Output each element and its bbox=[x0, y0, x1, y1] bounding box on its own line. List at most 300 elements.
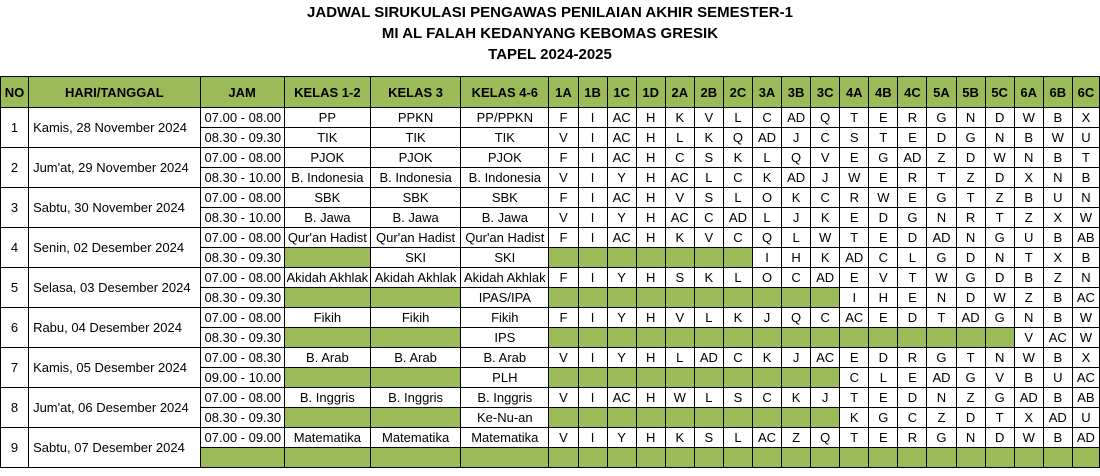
supervisor-cell bbox=[811, 408, 840, 428]
supervisor-cell: L bbox=[723, 108, 752, 128]
supervisor-cell: U bbox=[1043, 188, 1072, 208]
title-line-3: TAPEL 2024-2025 bbox=[488, 46, 612, 63]
supervisor-cell bbox=[549, 328, 578, 348]
supervisor-cell: N bbox=[927, 208, 956, 228]
column-header: 1D bbox=[636, 77, 665, 108]
supervisor-cell: F bbox=[549, 308, 578, 328]
supervisor-cell: Y bbox=[607, 168, 636, 188]
supervisor-cell: I bbox=[578, 208, 607, 228]
table-row bbox=[1, 148, 1100, 168]
supervisor-cell: E bbox=[840, 348, 869, 368]
supervisor-cell: U bbox=[1072, 128, 1099, 148]
table-row bbox=[1, 268, 1100, 288]
supervisor-cell: E bbox=[840, 208, 869, 228]
supervisor-cell bbox=[549, 288, 578, 308]
column-header: 6C bbox=[1072, 77, 1099, 108]
supervisor-cell: G bbox=[898, 208, 927, 228]
supervisor-cell: W bbox=[1072, 328, 1099, 348]
supervisor-cell: L bbox=[665, 128, 694, 148]
supervisor-cell bbox=[578, 408, 607, 428]
subject-kelas-4-6: SBK bbox=[461, 188, 549, 208]
supervisor-cell bbox=[636, 448, 665, 468]
supervisor-cell: L bbox=[694, 168, 723, 188]
supervisor-cell bbox=[811, 328, 840, 348]
supervisor-cell: W bbox=[927, 268, 956, 288]
supervisor-cell: E bbox=[869, 428, 898, 448]
supervisor-cell: D bbox=[985, 108, 1014, 128]
supervisor-cell: G bbox=[956, 368, 985, 388]
supervisor-cell: G bbox=[869, 148, 898, 168]
supervisor-cell bbox=[927, 448, 956, 468]
supervisor-cell bbox=[549, 408, 578, 428]
subject-kelas-4-6: Ke-Nu-an bbox=[461, 408, 549, 428]
supervisor-cell: X bbox=[1014, 168, 1043, 188]
supervisor-cell: T bbox=[840, 228, 869, 248]
supervisor-cell: J bbox=[811, 388, 840, 408]
column-header: 6A bbox=[1014, 77, 1043, 108]
column-header: 1B bbox=[578, 77, 607, 108]
supervisor-cell: L bbox=[898, 248, 927, 268]
supervisor-cell: W bbox=[985, 288, 1014, 308]
time-cell: 08.30 - 09.30 bbox=[200, 288, 284, 308]
supervisor-cell: D bbox=[898, 308, 927, 328]
supervisor-cell: K bbox=[665, 428, 694, 448]
column-header: 2A bbox=[665, 77, 694, 108]
subject-kelas-3: PPKN bbox=[370, 108, 460, 128]
supervisor-cell: AD bbox=[723, 208, 752, 228]
subject-kelas-3: B. Jawa bbox=[370, 208, 460, 228]
subject-kelas-4-6: PP/PPKN bbox=[461, 108, 549, 128]
supervisor-cell bbox=[782, 448, 811, 468]
supervisor-cell: C bbox=[782, 268, 811, 288]
time-cell: 07.00 - 08.00 bbox=[200, 308, 284, 328]
supervisor-cell: V bbox=[811, 148, 840, 168]
table-row bbox=[1, 428, 1100, 448]
supervisor-cell: L bbox=[723, 268, 752, 288]
supervisor-cell: C bbox=[811, 188, 840, 208]
supervisor-cell bbox=[723, 368, 752, 388]
time-cell: 07.00 - 08.00 bbox=[200, 388, 284, 408]
supervisor-cell bbox=[694, 448, 723, 468]
supervisor-cell bbox=[956, 448, 985, 468]
supervisor-cell: G bbox=[869, 408, 898, 428]
supervisor-cell: N bbox=[985, 348, 1014, 368]
supervisor-cell: R bbox=[898, 108, 927, 128]
supervisor-cell: C bbox=[752, 108, 781, 128]
column-header: 5C bbox=[985, 77, 1014, 108]
subject-kelas-3: B. Inggris bbox=[370, 388, 460, 408]
supervisor-cell bbox=[694, 408, 723, 428]
supervisor-cell: S bbox=[665, 268, 694, 288]
supervisor-cell: X bbox=[1072, 348, 1099, 368]
supervisor-cell: H bbox=[636, 148, 665, 168]
supervisor-cell: F bbox=[549, 228, 578, 248]
supervisor-cell: N bbox=[1014, 308, 1043, 328]
supervisor-cell bbox=[578, 328, 607, 348]
supervisor-cell: T bbox=[956, 188, 985, 208]
supervisor-cell: F bbox=[549, 148, 578, 168]
supervisor-cell: W bbox=[811, 228, 840, 248]
supervisor-cell bbox=[636, 368, 665, 388]
day-date: Sabtu, 07 Desember 2024 bbox=[29, 428, 200, 468]
column-header: 4C bbox=[898, 77, 927, 108]
supervisor-cell: X bbox=[1072, 108, 1099, 128]
subject-kelas-4-6: B. Arab bbox=[461, 348, 549, 368]
subject-kelas-4-6: Qur'an Hadist bbox=[461, 228, 549, 248]
supervisor-cell: V bbox=[665, 308, 694, 328]
supervisor-cell bbox=[694, 248, 723, 268]
column-header: 2B bbox=[694, 77, 723, 108]
column-header: HARI/TANGGAL bbox=[29, 77, 200, 108]
supervisor-cell: T bbox=[840, 428, 869, 448]
subject-kelas-4-6: IPAS/IPA bbox=[461, 288, 549, 308]
supervisor-cell: R bbox=[956, 208, 985, 228]
subject-kelas-3: PJOK bbox=[370, 148, 460, 168]
supervisor-cell: AD bbox=[927, 368, 956, 388]
supervisor-cell: W bbox=[985, 148, 1014, 168]
supervisor-cell: D bbox=[956, 288, 985, 308]
supervisor-cell: AB bbox=[1072, 388, 1099, 408]
supervisor-cell bbox=[840, 448, 869, 468]
supervisor-cell: V bbox=[549, 428, 578, 448]
supervisor-cell bbox=[811, 368, 840, 388]
supervisor-cell: E bbox=[898, 368, 927, 388]
supervisor-cell: R bbox=[840, 188, 869, 208]
supervisor-cell: B bbox=[1043, 108, 1072, 128]
supervisor-cell: AC bbox=[607, 108, 636, 128]
supervisor-cell: I bbox=[578, 108, 607, 128]
column-header: KELAS 1-2 bbox=[284, 77, 370, 108]
supervisor-cell: V bbox=[549, 208, 578, 228]
supervisor-cell: T bbox=[840, 108, 869, 128]
table-row bbox=[1, 308, 1100, 328]
day-date: Rabu, 04 Desember 2024 bbox=[29, 308, 200, 348]
supervisor-cell: G bbox=[927, 248, 956, 268]
supervisor-cell: C bbox=[811, 308, 840, 328]
supervisor-cell: B bbox=[1014, 128, 1043, 148]
supervisor-cell: V bbox=[694, 228, 723, 248]
day-number: 7 bbox=[1, 348, 29, 388]
subject-kelas-1-2: PP bbox=[284, 108, 370, 128]
subject-kelas-3 bbox=[370, 288, 460, 308]
supervisor-cell: AC bbox=[1072, 368, 1099, 388]
supervisor-cell: B bbox=[1014, 368, 1043, 388]
supervisor-cell bbox=[578, 448, 607, 468]
supervisor-cell: D bbox=[956, 248, 985, 268]
supervisor-cell: I bbox=[578, 428, 607, 448]
supervisor-cell: Q bbox=[811, 108, 840, 128]
time-cell: 07.00 - 08.30 bbox=[200, 348, 284, 368]
supervisor-cell: E bbox=[869, 388, 898, 408]
subject-kelas-3: Akidah Akhlak bbox=[370, 268, 460, 288]
supervisor-cell: F bbox=[549, 268, 578, 288]
supervisor-cell: B bbox=[1014, 188, 1043, 208]
supervisor-cell bbox=[927, 328, 956, 348]
supervisor-cell: K bbox=[752, 168, 781, 188]
supervisor-cell: AC bbox=[607, 228, 636, 248]
subject-kelas-3 bbox=[370, 368, 460, 388]
column-header: NO bbox=[1, 77, 29, 108]
supervisor-cell: L bbox=[752, 208, 781, 228]
supervisor-cell: E bbox=[898, 288, 927, 308]
supervisor-cell: Y bbox=[607, 348, 636, 368]
supervisor-cell: V bbox=[549, 348, 578, 368]
day-number: 8 bbox=[1, 388, 29, 428]
subject-kelas-1-2: B. Jawa bbox=[284, 208, 370, 228]
day-number: 5 bbox=[1, 268, 29, 308]
supervisor-cell: T bbox=[985, 208, 1014, 228]
subject-kelas-1-2: SBK bbox=[284, 188, 370, 208]
table-row bbox=[1, 228, 1100, 248]
supervisor-cell: H bbox=[636, 188, 665, 208]
supervisor-cell bbox=[578, 288, 607, 308]
supervisor-cell: W bbox=[665, 388, 694, 408]
supervisor-cell bbox=[752, 448, 781, 468]
supervisor-cell: J bbox=[782, 208, 811, 228]
supervisor-cell: AC bbox=[1043, 328, 1072, 348]
supervisor-cell: AC bbox=[752, 428, 781, 448]
supervisor-cell: C bbox=[694, 208, 723, 228]
supervisor-cell: Q bbox=[782, 148, 811, 168]
day-date: Jum'at, 06 Desember 2024 bbox=[29, 388, 200, 428]
day-date: Senin, 02 Desember 2024 bbox=[29, 228, 200, 268]
supervisor-cell: K bbox=[811, 248, 840, 268]
supervisor-cell: U bbox=[1072, 408, 1099, 428]
supervisor-cell: AD bbox=[1014, 388, 1043, 408]
table-row bbox=[1, 188, 1100, 208]
supervisor-cell: I bbox=[578, 128, 607, 148]
supervisor-cell: D bbox=[898, 388, 927, 408]
supervisor-cell: W bbox=[1014, 108, 1043, 128]
supervisor-cell bbox=[578, 248, 607, 268]
day-number: 4 bbox=[1, 228, 29, 268]
supervisor-cell: H bbox=[636, 388, 665, 408]
supervisor-cell: AD bbox=[782, 108, 811, 128]
supervisor-cell: AD bbox=[1072, 428, 1099, 448]
supervisor-cell: N bbox=[1014, 148, 1043, 168]
subject-kelas-1-2: TIK bbox=[284, 128, 370, 148]
time-cell: 08.30 - 09.30 bbox=[200, 328, 284, 348]
supervisor-cell bbox=[869, 328, 898, 348]
day-date: Kamis, 05 Desember 2024 bbox=[29, 348, 200, 388]
supervisor-cell: L bbox=[665, 348, 694, 368]
supervisor-cell: D bbox=[869, 208, 898, 228]
column-header: 6B bbox=[1043, 77, 1072, 108]
time-cell: 07.00 - 09.00 bbox=[200, 428, 284, 448]
supervisor-cell: W bbox=[840, 168, 869, 188]
supervisor-cell: Y bbox=[607, 308, 636, 328]
supervisor-cell: W bbox=[869, 188, 898, 208]
supervisor-cell: B bbox=[1043, 348, 1072, 368]
subject-kelas-1-2: Matematika bbox=[284, 428, 370, 448]
supervisor-cell: H bbox=[636, 168, 665, 188]
supervisor-cell: Z bbox=[782, 428, 811, 448]
supervisor-cell: V bbox=[694, 108, 723, 128]
supervisor-cell: K bbox=[782, 388, 811, 408]
supervisor-cell: T bbox=[898, 268, 927, 288]
supervisor-cell: AC bbox=[665, 168, 694, 188]
supervisor-cell bbox=[782, 368, 811, 388]
supervisor-cell: B bbox=[1043, 308, 1072, 328]
supervisor-cell: Q bbox=[782, 308, 811, 328]
supervisor-cell: B bbox=[1043, 148, 1072, 168]
column-header: 5A bbox=[927, 77, 956, 108]
supervisor-cell: C bbox=[665, 148, 694, 168]
supervisor-cell bbox=[607, 448, 636, 468]
supervisor-cell: H bbox=[636, 348, 665, 368]
day-date: Sabtu, 30 November 2024 bbox=[29, 188, 200, 228]
supervisor-cell: AC bbox=[811, 348, 840, 368]
supervisor-cell: R bbox=[898, 348, 927, 368]
time-cell: 08.30 - 10.00 bbox=[200, 168, 284, 188]
subject-kelas-1-2 bbox=[284, 288, 370, 308]
supervisor-cell bbox=[752, 328, 781, 348]
supervisor-cell: W bbox=[1014, 428, 1043, 448]
supervisor-cell: C bbox=[752, 388, 781, 408]
subject-kelas-1-2: Qur'an Hadist bbox=[284, 228, 370, 248]
supervisor-cell: I bbox=[752, 248, 781, 268]
supervisor-cell bbox=[1043, 448, 1072, 468]
supervisor-cell: K bbox=[752, 348, 781, 368]
supervisor-cell: Z bbox=[927, 408, 956, 428]
subject-kelas-1-2: PJOK bbox=[284, 148, 370, 168]
supervisor-cell: Z bbox=[985, 188, 1014, 208]
supervisor-cell: H bbox=[869, 288, 898, 308]
supervisor-cell bbox=[665, 448, 694, 468]
supervisor-cell: Y bbox=[607, 268, 636, 288]
supervisor-cell bbox=[636, 408, 665, 428]
time-cell bbox=[200, 448, 284, 468]
supervisor-cell bbox=[782, 328, 811, 348]
day-number: 1 bbox=[1, 108, 29, 148]
column-header: 1A bbox=[549, 77, 578, 108]
time-cell: 08.30 - 10.00 bbox=[200, 208, 284, 228]
day-date: Jum'at, 29 November 2024 bbox=[29, 148, 200, 188]
time-cell: 07.00 - 08.00 bbox=[200, 188, 284, 208]
supervisor-cell: G bbox=[956, 268, 985, 288]
supervisor-cell bbox=[607, 248, 636, 268]
supervisor-cell: V bbox=[869, 268, 898, 288]
supervisor-cell: C bbox=[811, 128, 840, 148]
subject-kelas-4-6: B. Indonesia bbox=[461, 168, 549, 188]
supervisor-cell: I bbox=[578, 168, 607, 188]
day-number: 3 bbox=[1, 188, 29, 228]
subject-kelas-4-6: PLH bbox=[461, 368, 549, 388]
supervisor-cell: H bbox=[636, 428, 665, 448]
column-header: 3C bbox=[811, 77, 840, 108]
supervisor-cell: B bbox=[1043, 428, 1072, 448]
supervisor-cell: AD bbox=[898, 148, 927, 168]
supervisor-cell: E bbox=[840, 268, 869, 288]
supervisor-cell: S bbox=[723, 388, 752, 408]
subject-kelas-1-2: B. Inggris bbox=[284, 388, 370, 408]
supervisor-cell: N bbox=[956, 108, 985, 128]
subject-kelas-1-2 bbox=[284, 328, 370, 348]
supervisor-cell: D bbox=[869, 348, 898, 368]
supervisor-cell bbox=[869, 448, 898, 468]
supervisor-cell: C bbox=[723, 348, 752, 368]
supervisor-cell: L bbox=[723, 428, 752, 448]
supervisor-cell: U bbox=[1043, 368, 1072, 388]
supervisor-cell: W bbox=[1043, 128, 1072, 148]
supervisor-cell: T bbox=[869, 128, 898, 148]
supervisor-cell bbox=[985, 448, 1014, 468]
time-cell: 07.00 - 08.00 bbox=[200, 228, 284, 248]
time-cell: 08.30 - 09.30 bbox=[200, 408, 284, 428]
time-cell: 09.00 - 10.00 bbox=[200, 368, 284, 388]
supervisor-cell: C bbox=[869, 248, 898, 268]
supervisor-cell: O bbox=[752, 268, 781, 288]
subject-kelas-4-6: SKI bbox=[461, 248, 549, 268]
supervisor-cell bbox=[607, 328, 636, 348]
supervisor-cell: Y bbox=[607, 428, 636, 448]
supervisor-cell: Z bbox=[1014, 288, 1043, 308]
subject-kelas-1-2: Akidah Akhlak bbox=[284, 268, 370, 288]
supervisor-cell: G bbox=[956, 128, 985, 148]
subject-kelas-3: Qur'an Hadist bbox=[370, 228, 460, 248]
subject-kelas-4-6: B. Jawa bbox=[461, 208, 549, 228]
supervisor-cell: L bbox=[869, 368, 898, 388]
subject-kelas-1-2 bbox=[284, 448, 370, 468]
subject-kelas-1-2: B. Arab bbox=[284, 348, 370, 368]
supervisor-cell bbox=[985, 328, 1014, 348]
supervisor-cell: D bbox=[898, 228, 927, 248]
supervisor-cell: Z bbox=[1043, 268, 1072, 288]
supervisor-cell: T bbox=[956, 348, 985, 368]
supervisor-cell: H bbox=[636, 128, 665, 148]
supervisor-cell: Q bbox=[752, 228, 781, 248]
supervisor-cell: C bbox=[898, 408, 927, 428]
supervisor-cell: V bbox=[549, 168, 578, 188]
supervisor-cell: E bbox=[840, 148, 869, 168]
supervisor-cell: G bbox=[927, 348, 956, 368]
supervisor-cell: B bbox=[1043, 388, 1072, 408]
supervisor-cell: Z bbox=[956, 168, 985, 188]
supervisor-cell: V bbox=[1014, 328, 1043, 348]
header-row bbox=[1, 77, 1100, 108]
supervisor-cell bbox=[665, 368, 694, 388]
supervisor-cell: O bbox=[752, 188, 781, 208]
supervisor-cell bbox=[840, 328, 869, 348]
supervisor-cell: W bbox=[1072, 308, 1099, 328]
supervisor-cell: Z bbox=[956, 388, 985, 408]
column-header: JAM bbox=[200, 77, 284, 108]
day-date: Selasa, 03 Desember 2024 bbox=[29, 268, 200, 308]
supervisor-cell bbox=[549, 368, 578, 388]
column-header: 1C bbox=[607, 77, 636, 108]
supervisor-cell: B bbox=[1072, 168, 1099, 188]
supervisor-cell: AD bbox=[840, 248, 869, 268]
supervisor-cell: H bbox=[636, 208, 665, 228]
supervisor-cell: K bbox=[723, 308, 752, 328]
supervisor-cell: AC bbox=[607, 128, 636, 148]
supervisor-cell: J bbox=[782, 128, 811, 148]
supervisor-cell: I bbox=[578, 188, 607, 208]
supervisor-cell: AD bbox=[811, 268, 840, 288]
subject-kelas-1-2: Fikih bbox=[284, 308, 370, 328]
supervisor-cell: T bbox=[927, 168, 956, 188]
supervisor-cell bbox=[898, 328, 927, 348]
supervisor-cell bbox=[723, 288, 752, 308]
supervisor-cell: AC bbox=[607, 388, 636, 408]
supervisor-cell: AC bbox=[665, 208, 694, 228]
supervisor-cell: Q bbox=[723, 128, 752, 148]
supervisor-cell bbox=[665, 248, 694, 268]
supervisor-cell: W bbox=[1072, 208, 1099, 228]
supervisor-cell bbox=[694, 368, 723, 388]
supervisor-cell: T bbox=[1014, 248, 1043, 268]
supervisor-cell: H bbox=[636, 228, 665, 248]
